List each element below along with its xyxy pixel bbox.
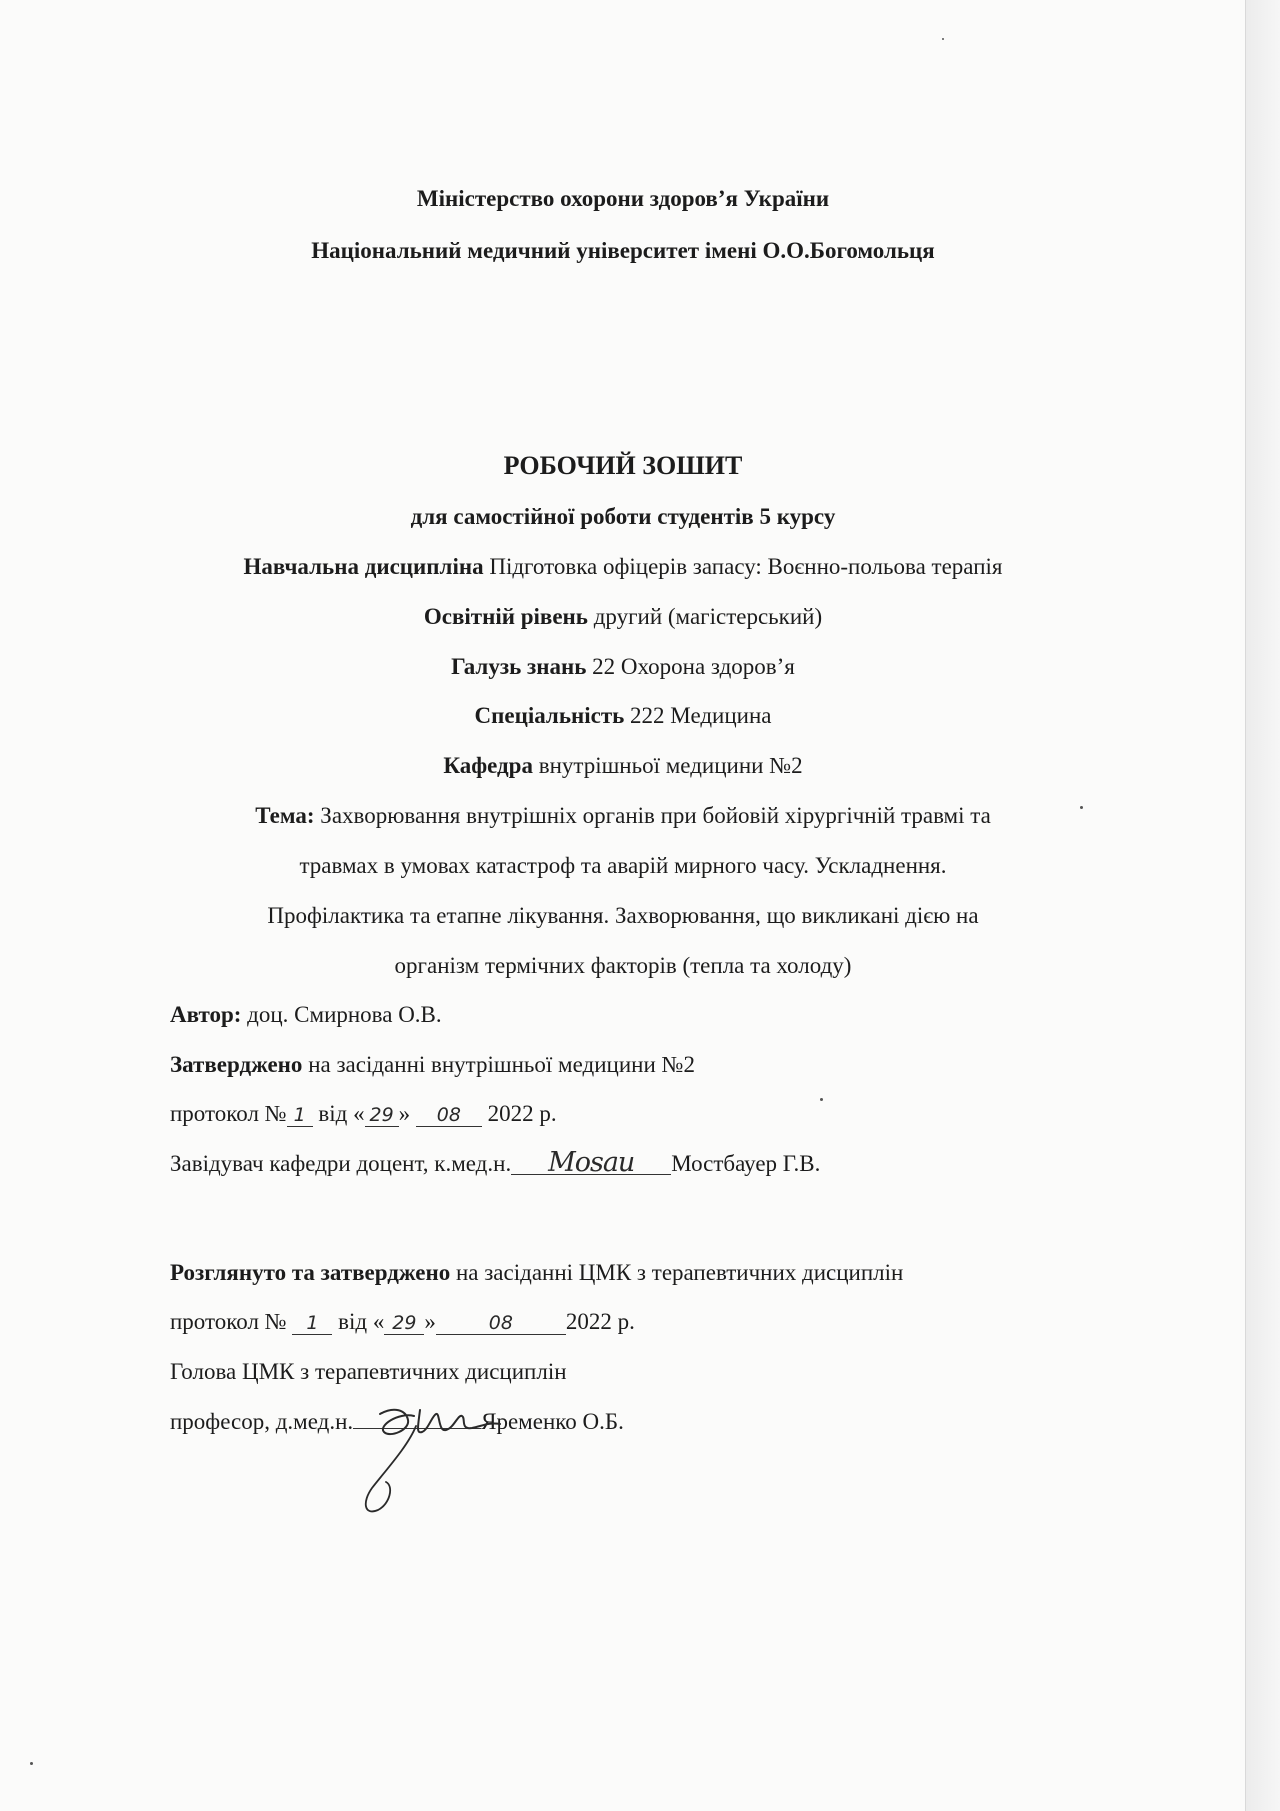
page-edge-shadow (1245, 0, 1280, 1811)
scan-speck (1080, 806, 1083, 809)
topic-text-1: Захворювання внутрішніх органів при бойовій хірургічній травмі та (320, 803, 991, 828)
approval2-label: Розглянуто та затверджено (170, 1260, 451, 1285)
approval2-protocol (170, 1309, 635, 1335)
discipline-label: Навчальна дисципліна (243, 554, 484, 579)
protocol2-number: 1 (292, 1312, 332, 1335)
approval1-protocol (170, 1101, 557, 1127)
topic-text-4: організм термічних факторів (тепла та холоду) (394, 953, 852, 978)
chair-line: Голова ЦМК з терапевтичних дисциплін (170, 1359, 567, 1384)
scan-speck (30, 1762, 33, 1765)
document-title: РОБОЧИЙ ЗОШИТ (503, 451, 743, 480)
head-name: Мостбауер Г.В. (671, 1151, 821, 1176)
chair-name: Яременко О.Б. (481, 1409, 624, 1434)
topic-text-3: Профілактика та етапне лікування. Захворювання, що викликані дією на (267, 903, 979, 928)
level-value: другий (магістерський) (593, 604, 823, 629)
branch-line (0, 654, 1246, 680)
department-label: Кафедра (443, 753, 533, 778)
protocol1-number: 1 (287, 1104, 313, 1127)
university-heading: Національний медичний університет імені О.О.Богомольця (311, 238, 935, 263)
author-label: Автор: (170, 1002, 242, 1027)
ministry-heading: Міністерство охорони здоров’я України (416, 186, 830, 211)
protocol2-date-prefix: від « (338, 1309, 385, 1334)
protocol2-month: 08 (436, 1312, 566, 1335)
topic-line-1 (0, 803, 1246, 829)
protocol1-prefix: протокол № (170, 1101, 287, 1126)
scan-speck (942, 38, 944, 40)
protocol1-date-prefix: від « (318, 1101, 365, 1126)
protocol2-day-close: » (424, 1309, 436, 1334)
topic-text-2: травмах в умовах катастроф та аварій мирного часу. Ускладнення. (299, 853, 947, 878)
chair-position: професор, д.мед.н. (170, 1409, 354, 1434)
protocol1-day-close: » (398, 1101, 411, 1126)
specialty-line (0, 703, 1246, 729)
protocol1-year: 2022 р. (487, 1101, 557, 1126)
department-line (0, 753, 1246, 779)
author-value: доц. Смирнова О.В. (247, 1002, 442, 1027)
specialty-value: 222 Медицина (630, 703, 772, 728)
approval2-line (170, 1260, 903, 1286)
chair-signature-scribble (350, 1386, 530, 1526)
approval2-text: на засіданні ЦМК з терапевтичних дисциплін (455, 1260, 904, 1285)
branch-value: 22 Охорона здоров’я (592, 654, 795, 679)
head-of-department-line (170, 1147, 821, 1178)
protocol2-day: 29 (384, 1312, 424, 1335)
document-subtitle: для самостійної роботи студентів 5 курсу (410, 504, 836, 529)
level-line (0, 604, 1246, 630)
topic-label: Тема: (255, 803, 315, 828)
approval1-line (170, 1052, 695, 1078)
protocol2-year: 2022 р. (565, 1309, 635, 1334)
discipline-value: Підготовка офіцерів запасу: Воєнно-польова терапія (489, 554, 1003, 579)
head-signature: Mosau (511, 1152, 671, 1175)
head-text: Завідувач кафедри доцент, к.мед.н. (170, 1151, 512, 1176)
author-line (170, 1002, 442, 1028)
specialty-label: Спеціальність (474, 703, 625, 728)
branch-label: Галузь знань (451, 654, 587, 679)
approval1-label: Затверджено (170, 1052, 303, 1077)
approval1-text: на засіданні внутрішньої медицини №2 (308, 1052, 695, 1077)
protocol2-prefix: протокол № (170, 1309, 287, 1334)
protocol1-day: 29 (365, 1104, 399, 1127)
protocol1-month: 08 (416, 1104, 482, 1127)
department-value: внутрішньої медицини №2 (538, 753, 803, 778)
level-label: Освітній рівень (423, 604, 588, 629)
scan-speck (820, 1098, 823, 1101)
discipline-line (0, 554, 1246, 580)
